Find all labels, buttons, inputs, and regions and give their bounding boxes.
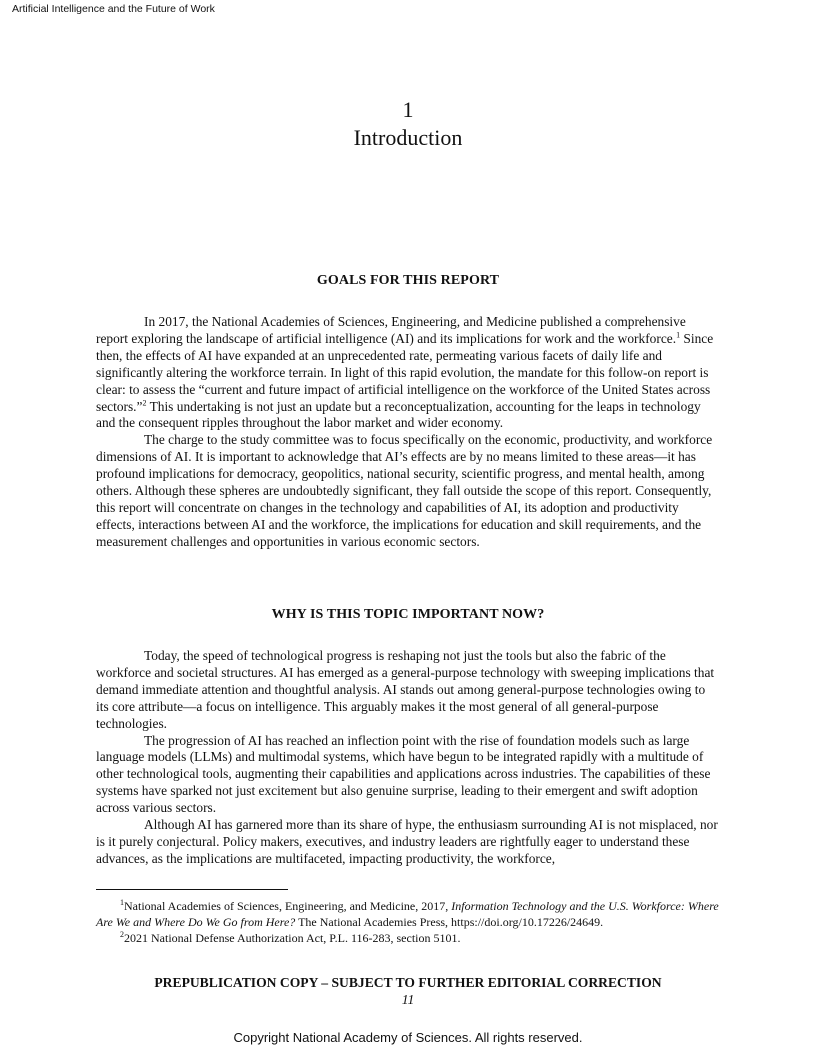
footnote-text: 2021 National Defense Authorization Act, P.L. 116-283, section 5101. [124, 930, 461, 945]
footnote-2 [96, 931, 720, 947]
footnote-mark: 1 [120, 898, 124, 907]
footnote-text: The National Academies Press, https://doi.org/10.17226/24649. [295, 914, 604, 929]
copyright-notice: Copyright National Academy of Sciences. All rights reserved. [233, 1030, 583, 1045]
section-body-goals [96, 314, 720, 551]
running-header: Artificial Intelligence and the Future of Work [12, 3, 215, 15]
footnote-text: National Academies of Sciences, Engineering, and Medicine, 2017, [124, 899, 452, 913]
paragraph: Although AI has garnered more than its share of hype, the enthusiasm surrounding AI is not misplaced, nor is it purely conjectural. Policy makers, executives, and industry leaders are rightfully eager to understand these advances, as the implications are multifaceted, impacting productivity, the workforce, [96, 817, 718, 866]
footnote-mark: 2 [120, 929, 124, 939]
footnote-divider [96, 889, 288, 890]
paragraph-text: In 2017, the National Academies of Sciences, Engineering, and Medicine published a comprehensive report exploring the landscape of artificial intelligence (AI) and its implications for work and the workforce. [96, 314, 686, 346]
paragraph-text: Since then, the effects of AI have expanded at an unprecedented rate, permeating various facets of daily life and significantly altering the workforce terrain. In light of this rapid evolution, the mandate for this follow-on report is clear: to assess the “current and future impact of artificial intelligence on the workforce of the United States across sectors.” [96, 330, 714, 414]
paragraph [96, 314, 720, 432]
section-heading-goals: GOALS FOR THIS REPORT [316, 273, 500, 288]
paragraph-text: This undertaking is not just an update but a reconceptualization, accounting for the leaps in technology and the consequent ripples throughout the labor market and wider economy. [96, 398, 701, 431]
paragraph: Today, the speed of technological progress is reshaping not just the tools but also the fabric of the workforce and societal structures. AI has emerged as a general-purpose technology with sweeping implications that demand immediate attention and thoughtful analysis. AI stands out among general-purpose technologies owing to its core attribute—a focus on intelligence. This arguably makes it the most general of all general-purpose technologies. [96, 648, 715, 731]
chapter-title: Introduction [353, 125, 463, 150]
footnote-ref-2[interactable]: 2 [142, 398, 147, 408]
footnotes [96, 899, 720, 946]
footnote-1 [96, 899, 720, 931]
section-heading-why-now: WHY IS THIS TOPIC IMPORTANT NOW? [271, 607, 545, 622]
prepublication-notice: PREPUBLICATION COPY – SUBJECT TO FURTHER EDITORIAL CORRECTION [154, 975, 662, 990]
page-number: 11 [401, 992, 415, 1007]
paragraph: The charge to the study committee was to focus specifically on the economic, productivity, and workforce dimensions of AI. It is important to acknowledge that AI’s effects are by no means limited to these areas—it has profound implications for democracy, geopolitics, national security, scientific progress, and mental health, among others. Although these spheres are undoubtedly significant, they fall outside the scope of this report. Consequently, this report will concentrate on changes in the technology and capabilities of AI, its adoption and productivity effects, interactions between AI and the workforce, the implications for education and skill requirements, and the measurement challenges and opportunities in various economic sectors. [96, 432, 713, 549]
footnote-ref-1[interactable]: 1 [676, 330, 681, 340]
paragraph: The progression of AI has reached an inflection point with the rise of foundation models such as large language models (LLMs) and multimodal systems, which have begun to be integrated rapidly with a multitude of other technological tools, augmenting their capabilities and applications across industries. The capabilities of these systems have sparked not just excitement but also genuine surprise, leading to their emergent and swift adoption across various sectors. [96, 732, 711, 816]
section-body-why-now [96, 648, 720, 868]
footnote-cited-title: Information Technology and the U.S. Workforce: Where Are We and Where Do We Go from Here? [96, 899, 719, 929]
chapter-number: 1 [402, 97, 414, 122]
